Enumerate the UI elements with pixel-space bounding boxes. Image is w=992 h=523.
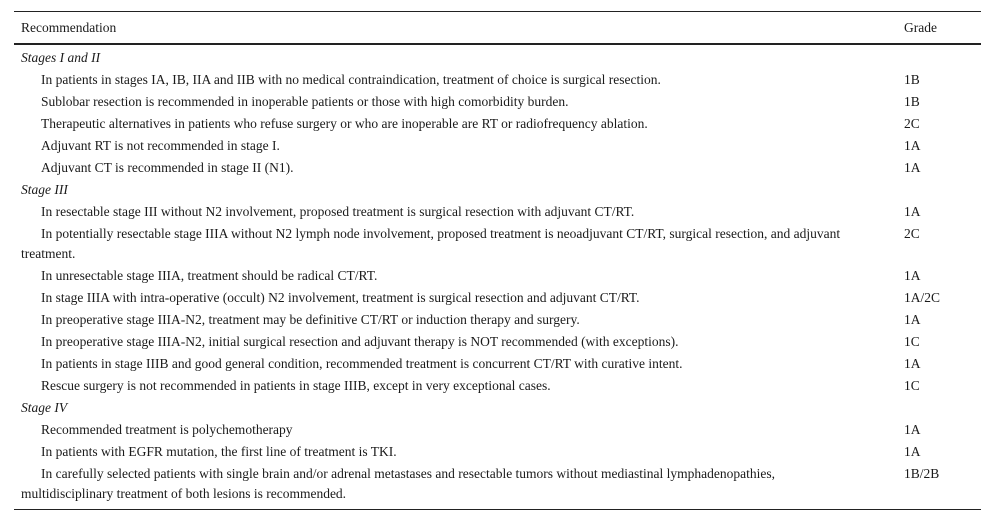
recommendation-text: In patients in stages IA, IB, IIA and IIB with no medical contraindication, treatment of choice is surgical resection.	[41, 72, 661, 87]
recommendation-text: Sublobar resection is recommended in inoperable patients or those with high comorbidity burden.	[41, 94, 569, 109]
grade-value: 1B	[904, 72, 920, 87]
grade-value: 1A	[904, 138, 921, 153]
grade-value: 1A/2C	[904, 290, 941, 305]
table-row	[14, 135, 981, 157]
recommendation-text: In patients in stage IIIB and good general condition, recommended treatment is concurrent CT/RT with curative intent.	[41, 356, 683, 371]
recommendation-text: In potentially resectable stage IIIA without N2 lymph node involvement, proposed treatment is neoadjuvant CT/RT, surgical resection, and adjuvant treatment.	[21, 226, 841, 261]
table-row	[14, 419, 981, 441]
table-row	[14, 157, 981, 179]
section-title-stage-iv: Stage IV	[21, 400, 68, 415]
recommendation-text: Rescue surgery is not recommended in patients in stage IIIB, except in very exceptional cases.	[41, 378, 551, 393]
header-recommendation: Recommendation	[21, 19, 117, 35]
section-title-stages-i-ii: Stages I and II	[21, 50, 101, 65]
recommendation-text: Therapeutic alternatives in patients who refuse surgery or who are inoperable are RT or radiofrequency ablation.	[41, 116, 648, 131]
header-grade: Grade	[904, 19, 937, 35]
grade-value: 1C	[904, 334, 920, 349]
table-row	[14, 463, 981, 505]
recommendation-text: In preoperative stage IIIA-N2, treatment may be definitive CT/RT or induction therapy and surgery.	[41, 312, 580, 327]
recommendation-text: In patients with EGFR mutation, the first line of treatment is TKI.	[41, 444, 397, 459]
recommendation-text: Adjuvant CT is recommended in stage II (N1).	[41, 160, 294, 175]
recommendation-text: In carefully selected patients with single brain and/or adrenal metastases and resectable tumors without mediastinal lymphadenopathies, multidisciplinary treatment of both lesions is recommended.	[21, 466, 776, 501]
table-row	[14, 69, 981, 91]
table-row	[14, 331, 981, 353]
grade-value: 1A	[904, 444, 921, 459]
recommendation-text: In preoperative stage IIIA-N2, initial surgical resection and adjuvant therapy is NOT recommended (with exceptions).	[41, 334, 679, 349]
grade-value: 1A	[904, 422, 921, 437]
table-bottom-spacer	[14, 505, 981, 509]
grade-value: 1A	[904, 204, 921, 219]
table-row	[14, 223, 981, 265]
recommendation-text: Adjuvant RT is not recommended in stage I.	[41, 138, 280, 153]
grade-value: 1A	[904, 356, 921, 371]
grade-value: 2C	[904, 116, 920, 131]
grade-value: 1B	[904, 94, 920, 109]
section-title-stage-iii: Stage III	[21, 182, 68, 197]
recommendation-text: In resectable stage III without N2 involvement, proposed treatment is surgical resection with adjuvant CT/RT.	[41, 204, 635, 219]
recommendations-table	[14, 11, 981, 510]
table-header-row	[14, 12, 981, 45]
grade-value: 1C	[904, 378, 920, 393]
grade-value: 2C	[904, 226, 920, 241]
table-row	[14, 91, 981, 113]
table-row	[14, 287, 981, 309]
table-row	[14, 353, 981, 375]
table-row	[14, 113, 981, 135]
grade-value: 1A	[904, 312, 921, 327]
recommendation-text: In stage IIIA with intra-operative (occult) N2 involvement, treatment is surgical resection and adjuvant CT/RT.	[41, 290, 640, 305]
recommendation-text: Recommended treatment is polychemotherapy	[41, 422, 293, 437]
table-row	[14, 201, 981, 223]
grade-value: 1B/2B	[904, 466, 940, 481]
grade-value: 1A	[904, 160, 921, 175]
recommendation-text: In unresectable stage IIIA, treatment should be radical CT/RT.	[41, 268, 378, 283]
grade-value: 1A	[904, 268, 921, 283]
table-row	[14, 309, 981, 331]
table-row	[14, 265, 981, 287]
table-row	[14, 441, 981, 463]
table-row	[14, 375, 981, 397]
